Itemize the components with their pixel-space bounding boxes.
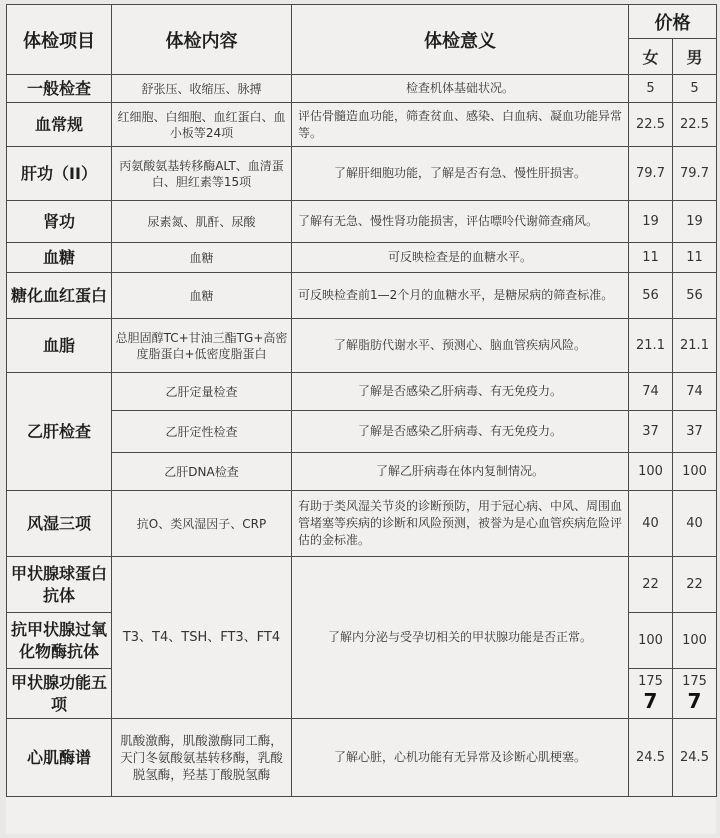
row-content: 血糖 [112,243,292,273]
table-row [7,319,717,373]
price-female: 22 [629,557,673,613]
table-row [7,201,717,243]
price-male: 175 [682,674,707,689]
table-row [7,491,717,557]
price-female: 24.5 [629,719,673,797]
row-item-hepatitis: 乙肝检查 [7,373,112,491]
table-row [7,75,717,103]
row-content: 红细胞、白细胞、血红蛋白、血小板等24项 [112,103,292,147]
price-female: 19 [629,201,673,243]
price-male: 19 [673,201,717,243]
header-male: 男 [673,39,717,75]
price-male: 100 [673,613,717,669]
row-item: 肾功 [7,201,112,243]
price-female: 21.1 [629,319,673,373]
price-male: 22.5 [673,103,717,147]
row-content: 肌酸激酶，肌酸激酶同工酶，天门冬氨酸氨基转移酶，乳酸脱氢酶，羟基丁酸脱氢酶 [112,719,292,797]
row-item: 血脂 [7,319,112,373]
table-row [7,411,717,453]
price-female: 175 [638,674,663,689]
header-content: 体检内容 [112,5,292,75]
row-meaning: 了解是否感染乙肝病毒、有无免疫力。 [292,411,629,453]
table-row [7,147,717,201]
row-meaning: 有助于类风湿关节炎的诊断预防，用于冠心病、中风、周围血管堵塞等疾病的诊断和风险预测，被誉为是心血管疾病危险评估的金标准。 [292,491,629,557]
header-meaning: 体检意义 [292,5,629,75]
row-item: 甲状腺功能五项 [7,669,112,719]
price-female: 79.7 [629,147,673,201]
row-meaning: 了解乙肝病毒在体内复制情况。 [292,453,629,491]
row-item: 糖化血红蛋白 [7,273,112,319]
price-sheet [6,4,716,834]
price-male: 74 [673,373,717,411]
thyroid-meaning: 了解内分泌与受孕切相关的甲状腺功能是否正常。 [292,557,629,719]
row-item: 肝功（II） [7,147,112,201]
price-male: 24.5 [673,719,717,797]
price-female: 100 [629,613,673,669]
row-meaning: 了解脂肪代谢水平、预测心、脑血管疾病风险。 [292,319,629,373]
price-male: 21.1 [673,319,717,373]
table-row [7,103,717,147]
row-item: 心肌酶谱 [7,719,112,797]
price-female: 56 [629,273,673,319]
price-female: 74 [629,373,673,411]
row-content: 总胆固醇TC+甘油三酯TG+高密度脂蛋白+低密度脂蛋白 [112,319,292,373]
row-content: 乙肝DNA检查 [112,453,292,491]
header-item: 体检项目 [7,5,112,75]
price-female: 5 [629,75,673,103]
row-meaning: 检查机体基础状况。 [292,75,629,103]
row-meaning: 可反映检查是的血糖水平。 [292,243,629,273]
row-content: 乙肝定性检查 [112,411,292,453]
handwritten-mark: 7 [687,689,702,713]
row-content: 血糖 [112,273,292,319]
header-price: 价格 [629,5,717,39]
row-meaning: 评估骨髓造血功能，筛查贫血、感染、白血病、凝血功能异常等。 [292,103,629,147]
header-female: 女 [629,39,673,75]
price-male: 56 [673,273,717,319]
price-male: 100 [673,453,717,491]
price-female: 100 [629,453,673,491]
price-male: 11 [673,243,717,273]
table-row [7,453,717,491]
row-item: 抗甲状腺过氧化物酶抗体 [7,613,112,669]
price-male: 79.7 [673,147,717,201]
row-item: 一般检查 [7,75,112,103]
row-item: 风湿三项 [7,491,112,557]
table-row [7,557,717,613]
row-meaning: 了解心脏，心机功能有无异常及诊断心肌梗塞。 [292,719,629,797]
row-meaning: 了解肝细胞功能，了解是否有急、慢性肝损害。 [292,147,629,201]
row-content: 抗O、类风湿因子、CRP [112,491,292,557]
row-content: 乙肝定量检查 [112,373,292,411]
price-male: 5 [673,75,717,103]
row-content: 丙氨酸氨基转移酶ALT、血清蛋白、胆红素等15项 [112,147,292,201]
price-male: 40 [673,491,717,557]
price-female-amended [629,669,673,719]
price-female: 11 [629,243,673,273]
table-row [7,719,717,797]
handwritten-mark: 7 [643,689,658,713]
row-item: 甲状腺球蛋白抗体 [7,557,112,613]
price-female: 40 [629,491,673,557]
price-male: 22 [673,557,717,613]
price-male-amended [673,669,717,719]
thyroid-content: T3、T4、TSH、FT3、FT4 [112,557,292,719]
row-content: 舒张压、收缩压、脉搏 [112,75,292,103]
price-female: 37 [629,411,673,453]
price-male: 37 [673,411,717,453]
row-meaning: 了解有无急、慢性肾功能损害，评估嘌呤代谢筛查痛风。 [292,201,629,243]
row-content: 尿素氮、肌酐、尿酸 [112,201,292,243]
price-female: 22.5 [629,103,673,147]
row-meaning: 可反映检查前1—2个月的血糖水平，是糖尿病的筛查标准。 [292,273,629,319]
table-row [7,243,717,273]
checkup-price-table [6,4,717,797]
table-row [7,373,717,411]
table-row [7,273,717,319]
row-meaning: 了解是否感染乙肝病毒、有无免疫力。 [292,373,629,411]
row-item: 血常规 [7,103,112,147]
row-item: 血糖 [7,243,112,273]
